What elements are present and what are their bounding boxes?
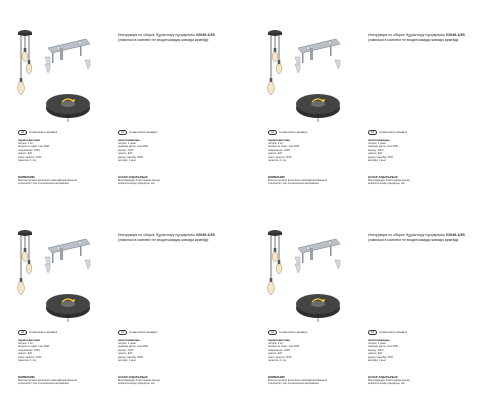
instruction-title: Инструкция по сборке /Құрастыру нұсқаулығы V2049-1/3S (368, 33, 465, 37)
sheet-illustrations (250, 200, 500, 400)
specs-right-line: шамның қуаты: max 60W (368, 345, 398, 349)
instruction-sheet-bottom-left (0, 200, 250, 400)
specs-right-line: кепілдік: 1 жыл (368, 158, 387, 162)
specs-right-line: қорғау сыныбы: IP20 (368, 155, 393, 159)
notes-right-line: өшірілген кезде орындауы тиіс (368, 382, 405, 386)
specs-left-line: напряжение: 220V (18, 348, 41, 352)
notes-right-line: Монтаждауды білікті маман кернеу (118, 179, 161, 182)
specs-right-line: цоколь: E27 (118, 152, 133, 156)
spec-list-right (118, 342, 148, 362)
notes-left-line: специалист при отключенном напряжении (268, 182, 320, 186)
warning-right: НАЗАР АУДАРЫҢЫЗ! (368, 175, 399, 179)
specs-left-line: класс защиты: IP20 (18, 355, 42, 359)
specs-right-line: қорғау сыныбы: IP20 (118, 355, 143, 359)
warning-left: ВНИМАНИЕ! (268, 175, 286, 179)
spec-list-left (18, 142, 49, 162)
spec-list-left (268, 142, 299, 162)
specs-right-line: шамның қуаты: max 60W (368, 145, 398, 149)
canopy-illustration (296, 294, 340, 322)
badge-left: A2 в комплекте/ жинақта (268, 130, 307, 135)
specs-left-line: цоколь: E27 (268, 152, 283, 156)
specs-right-line: қорғау сыныбы: IP20 (368, 355, 393, 359)
bulbs-note: (лампочки в комплект не входят/шамдар жинаққа кірмейді) (118, 238, 209, 242)
bulbs-note: (лампочки в комплект не входят/шамдар жинаққа кірмейді) (368, 38, 459, 42)
notes-left-line: Монтаж должен выполнять квалифицированный (18, 379, 77, 382)
warning-left: ВНИМАНИЕ! (18, 175, 36, 179)
specs-left-line: патрон: 1 шт (18, 342, 34, 345)
mounting-bracket-illustration (45, 239, 90, 273)
pendant-lamp-illustration (18, 230, 32, 295)
spec-heading-right: сипаттамалары (118, 338, 140, 342)
notes-right-line: Монтаждауды білікті маман кернеу (368, 379, 411, 382)
specs-left-line: гарантия: 1 год (268, 158, 287, 162)
specs-right-line: кепілдік: 1 жыл (118, 158, 137, 162)
specs-left-line: мощность ламп: max 60W (268, 145, 300, 149)
notes-left-line: Монтаж должен выполнять квалифицированный (268, 179, 327, 182)
spec-heading-left: характеристики (18, 138, 40, 142)
mounting-bracket-illustration (295, 239, 340, 273)
specs-right-line: патрон: 1 дана (368, 142, 386, 145)
specs-right-line: кернеу: 220V (368, 148, 384, 152)
badge-right: A3 в комплекте/ жинақта (118, 130, 157, 135)
warning-left: ВНИМАНИЕ! (268, 375, 286, 379)
badge-left: A2 в комплекте/ жинақта (18, 130, 57, 135)
instruction-title: Инструкция по сборке /Құрастыру нұсқаулығы V2049-1/3S (118, 33, 215, 37)
specs-left-line: класс защиты: IP20 (268, 155, 292, 159)
specs-left-line: гарантия: 1 год (18, 358, 37, 362)
notes-left-line: Монтаж должен выполнять квалифицированный (18, 179, 77, 182)
bulbs-note: (лампочки в комплект не входят/шамдар жинаққа кірмейді) (118, 38, 209, 42)
specs-left-line: гарантия: 1 год (268, 358, 287, 362)
badge-right: A3 в комплекте/ жинақта (368, 330, 407, 335)
specs-left-line: класс защиты: IP20 (18, 155, 42, 159)
specs-right-line: қорғау сыныбы: IP20 (118, 155, 143, 159)
specs-left-line: цоколь: E27 (18, 152, 33, 156)
warning-right: НАЗАР АУДАРЫҢЫЗ! (118, 375, 149, 379)
notes-right (118, 179, 160, 186)
warning-right: НАЗАР АУДАРЫҢЫЗ! (118, 175, 149, 179)
spec-heading-left: характеристики (18, 338, 40, 342)
notes-left (268, 379, 327, 386)
specs-left-line: гарантия: 1 год (18, 158, 37, 162)
notes-left-line: специалист при отключенном напряжении (18, 382, 70, 386)
specs-right-line: патрон: 1 дана (118, 342, 136, 345)
notes-right-line: Монтаждауды білікті маман кернеу (368, 179, 411, 182)
specs-left-line: напряжение: 220V (268, 148, 291, 152)
mounting-bracket-illustration (45, 39, 90, 73)
instruction-title: Инструкция по сборке /Құрастыру нұсқаулығы V2049-1/3S (368, 233, 465, 237)
model-code: V2049-1/3S (445, 233, 465, 237)
specs-left-line: мощность ламп: max 60W (18, 145, 50, 149)
notes-left (18, 379, 77, 386)
instruction-sheet-top-right (250, 0, 500, 200)
specs-right-line: патрон: 1 дана (118, 142, 136, 145)
notes-right-line: өшірілген кезде орындауы тиіс (118, 182, 155, 186)
spec-heading-left: характеристики (268, 338, 290, 342)
bulbs-note: (лампочки в комплект не входят/шамдар жинаққа кірмейді) (368, 238, 459, 242)
specs-right-line: патрон: 1 дана (368, 342, 386, 345)
warning-left: ВНИМАНИЕ! (18, 375, 36, 379)
instruction-sheet-top-left (0, 0, 250, 200)
specs-right-line: цоколь: E27 (368, 352, 383, 356)
instruction-title: Инструкция по сборке /Құрастыру нұсқаулығы V2049-1/3S (118, 233, 215, 237)
specs-left-line: цоколь: E27 (18, 352, 33, 356)
warning-right: НАЗАР АУДАРЫҢЫЗ! (368, 375, 399, 379)
badge-right: A3 в комплекте/ жинақта (118, 330, 157, 335)
spec-heading-right: сипаттамалары (368, 338, 390, 342)
specs-left-line: напряжение: 220V (18, 148, 41, 152)
model-code: V2049-1/3S (445, 33, 465, 37)
notes-right (118, 379, 160, 386)
canopy-illustration (46, 94, 90, 122)
mounting-bracket-illustration (295, 39, 340, 73)
notes-left (18, 179, 77, 186)
spec-heading-right: сипаттамалары (118, 138, 140, 142)
spec-heading-right: сипаттамалары (368, 138, 390, 142)
specs-right-line: кепілдік: 1 жыл (118, 358, 137, 362)
notes-left (268, 179, 327, 186)
sheet-illustrations (0, 200, 250, 400)
notes-right-line: өшірілген кезде орындауы тиіс (118, 382, 155, 386)
specs-right-line: цоколь: E27 (118, 352, 133, 356)
spec-list-right (118, 142, 148, 162)
spec-list-left (18, 342, 49, 362)
canopy-illustration (296, 94, 340, 122)
badge-right: A3 в комплекте/ жинақта (368, 130, 407, 135)
specs-right-line: цоколь: E27 (368, 152, 383, 156)
badge-left: A2 в комплекте/ жинақта (268, 330, 307, 335)
specs-left-line: класс защиты: IP20 (268, 355, 292, 359)
notes-right (368, 379, 410, 386)
notes-left-line: специалист при отключенном напряжении (18, 182, 70, 186)
spec-heading-left: характеристики (268, 138, 290, 142)
notes-right-line: Монтаждауды білікті маман кернеу (118, 379, 161, 382)
notes-left-line: специалист при отключенном напряжении (268, 382, 320, 386)
specs-right-line: кернеу: 220V (118, 148, 134, 152)
specs-right-line: шамның қуаты: max 60W (118, 345, 148, 349)
canopy-illustration (46, 294, 90, 322)
sheet-illustrations (250, 0, 500, 200)
pendant-lamp-illustration (268, 230, 282, 295)
notes-left-line: Монтаж должен выполнять квалифицированный (268, 379, 327, 382)
model-code: V2049-1/3S (195, 233, 215, 237)
pendant-lamp-illustration (268, 30, 282, 95)
spec-list-right (368, 342, 398, 362)
specs-right-line: шамның қуаты: max 60W (118, 145, 148, 149)
sheet-illustrations (0, 0, 250, 200)
specs-right-line: кепілдік: 1 жыл (368, 358, 387, 362)
spec-list-left (268, 342, 299, 362)
specs-right-line: кернеу: 220V (368, 348, 384, 352)
specs-left-line: мощность ламп: max 60W (268, 345, 300, 349)
notes-right (368, 179, 410, 186)
badge-left: A2 в комплекте/ жинақта (18, 330, 57, 335)
model-code: V2049-1/3S (195, 33, 215, 37)
instruction-sheet-bottom-right (250, 200, 500, 400)
specs-left-line: мощность ламп: max 60W (18, 345, 50, 349)
specs-left-line: патрон: 1 шт (268, 142, 284, 145)
pendant-lamp-illustration (18, 30, 32, 95)
specs-left-line: цоколь: E27 (268, 352, 283, 356)
specs-left-line: патрон: 1 шт (18, 142, 34, 145)
specs-left-line: патрон: 1 шт (268, 342, 284, 345)
notes-right-line: өшірілген кезде орындауы тиіс (368, 182, 405, 186)
specs-right-line: кернеу: 220V (118, 348, 134, 352)
specs-left-line: напряжение: 220V (268, 348, 291, 352)
spec-list-right (368, 142, 398, 162)
